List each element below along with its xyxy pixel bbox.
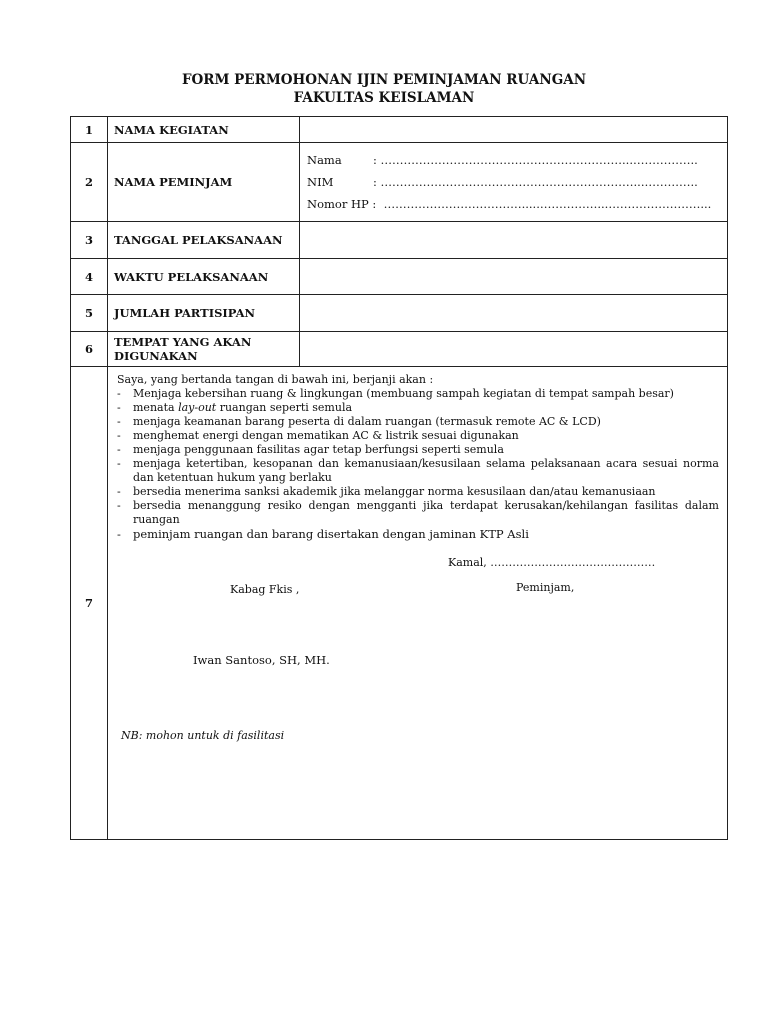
nim-label: NIM	[307, 175, 334, 189]
participants-field[interactable]	[300, 295, 728, 332]
list-item: - bersedia menanggung resiko dengan mengganti jika terdapat kerusakan/kehilangan fasilitas dalam ruangan	[117, 499, 719, 527]
table-row	[71, 295, 728, 332]
place-date: Kamal, ………………………………………	[448, 556, 656, 569]
phone-label: Nomor HP :	[307, 197, 377, 211]
list-item: - menjaga penggunaan fasilitas agar tetap berfungsi seperti semula	[117, 443, 719, 457]
row-label: NAMA PEMINJAM	[108, 143, 300, 222]
list-item: - menata lay-out ruangan seperti semula	[117, 401, 719, 415]
date-field[interactable]	[300, 222, 728, 259]
row-label: JUMLAH PARTISIPAN	[108, 295, 300, 332]
agreement-text	[117, 373, 719, 541]
borrower-name-line	[300, 149, 727, 171]
table-row	[71, 259, 728, 295]
row-label: WAKTU PELAKSANAAN	[108, 259, 300, 295]
footnote: NB: mohon untuk di fasilitasi	[121, 729, 285, 742]
list-item: - Menjaga kebersihan ruang & lingkungan (membuang sampah kegiatan di tempat sampah besar)	[117, 387, 719, 401]
right-signatory-role: Peminjam,	[516, 581, 575, 594]
activity-name-field[interactable]	[300, 117, 728, 143]
row-number: 4	[71, 259, 108, 295]
row-number: 2	[71, 143, 108, 222]
table-row	[71, 222, 728, 259]
loan-form-table	[70, 116, 728, 840]
list-item: - menjaga keamanan barang peserta di dalam ruangan (termasuk remote AC & LCD)	[117, 415, 719, 429]
row-number: 5	[71, 295, 108, 332]
list-item: - bersedia menerima sanksi akademik jika melanggar norma kesusilaan dan/atau kemanusiaan	[117, 485, 719, 499]
time-field[interactable]	[300, 259, 728, 295]
form-subtitle: FAKULTAS KEISLAMAN	[293, 90, 475, 106]
nim-blank[interactable]: : …………………………………………………………...…………..	[373, 175, 698, 189]
left-signatory-role: Kabag Fkis ,	[230, 583, 300, 596]
table-row	[71, 367, 728, 840]
row-number: 1	[71, 117, 108, 143]
row-label: TEMPAT YANG AKAN DIGUNAKAN	[108, 332, 300, 367]
list-item: - menjaga ketertiban, kesopanan dan kemanusiaan/kesusilaan selama pelaksanaan acara sesuai norma dan ketentuan hukum yang berlaku	[117, 457, 719, 485]
agreement-cell	[108, 367, 728, 840]
list-item: - peminjam ruangan dan barang disertakan dengan jaminan KTP Asli	[117, 527, 719, 541]
row-label: TANGGAL PELAKSANAAN	[108, 222, 300, 259]
row-number: 6	[71, 332, 108, 367]
name-label: Nama	[307, 153, 342, 167]
agreement-intro: Saya, yang bertanda tangan di bawah ini, berjanji akan :	[117, 373, 434, 386]
table-row	[71, 332, 728, 367]
phone-blank[interactable]: ……………………………….....……………...……………………...	[383, 197, 712, 211]
agreement-list	[117, 387, 719, 541]
borrower-nim-line	[300, 171, 727, 193]
row-number: 3	[71, 222, 108, 259]
form-title: FORM PERMOHONAN IJIN PEMINJAMAN RUANGAN	[181, 72, 587, 88]
name-blank[interactable]: : ………………………………………………………...……………..	[373, 153, 698, 167]
venue-field[interactable]	[300, 332, 728, 367]
borrower-phone-line	[300, 193, 727, 215]
row-number: 7	[71, 367, 108, 840]
borrower-field[interactable]	[300, 143, 728, 222]
layout-italic: lay-out	[178, 401, 217, 414]
list-item: - menghemat energi dengan mematikan AC & listrik sesuai digunakan	[117, 429, 719, 443]
left-signatory-name: Iwan Santoso, SH, MH.	[193, 653, 330, 667]
table-row	[71, 143, 728, 222]
row-label: NAMA KEGIATAN	[108, 117, 300, 143]
table-row	[71, 117, 728, 143]
